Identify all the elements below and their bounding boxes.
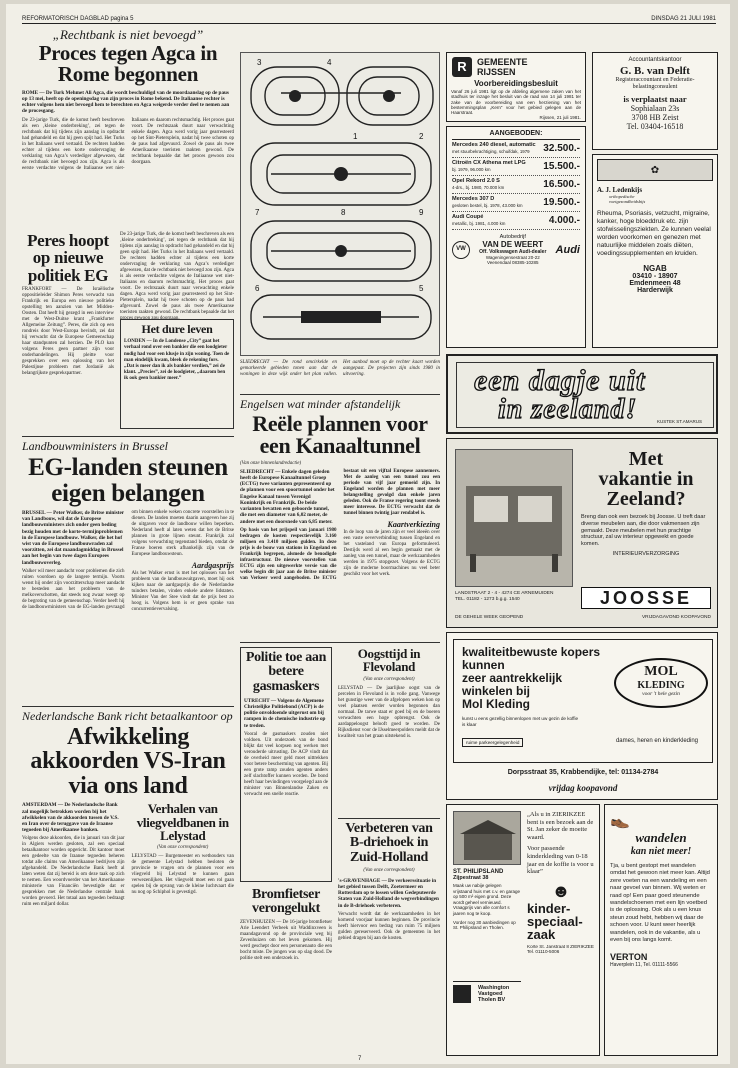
- page-header: [22, 12, 716, 24]
- joosse-tag: INTERIEURVERZORGING: [612, 550, 680, 557]
- delft-tel: Tel. 03404-16518: [626, 122, 684, 131]
- oogst-article: [338, 647, 440, 815]
- phil-quote-1: „Als u in ZIERIKZEE bent is een bezoek aan de St. Jan zeker de moeite waard.: [527, 811, 594, 841]
- peres-article: [22, 232, 114, 432]
- header-right: DINSDAG 21 JULI 1981: [651, 16, 716, 22]
- kanaal-body: Op basis van het prijspeil van januari 1980 bedragen de kosten respectievelijk 3.160 miljoen en 3.410 miljoen gulden. In deze prijs is de bouw van stations in Engeland en Frankrijk begrepen, alsmede de benodigde infrastructuur. De nieuwe voorstellen van ECTG zijn een uitgewerkte versie van die welke begin dit jaar aan de Britse minister van Verkeer werd aangeboden. De ECTG bestaat uit een vijftal Europese aannemers. Met de aanleg van een tunnel zou een periode van vijf jaar gemoeid zijn. In Engeland worden de plannen met meer belangstelling gevolgd dan enkele jaren geleden. Ook de Franse regering toont steeds meer interesse. De ECTG verwacht dat de tunnel binnen twintig jaar rendabel is.: [240, 468, 440, 581]
- driehoek-lead: 's-GRAVENHAGE — De verkeerssituatie in het gebied tussen Delft, Zoetermeer en Rotterdam op te lossen willen Gedeputeerde Staten van Zuid-Holland de wegverbindingen in de B-driehoek verbeteren.: [338, 877, 439, 909]
- shop-line-1: kinder-: [527, 900, 571, 916]
- wandelen-text: Tja, u bent gestopt met wandelen omdat het gewoon niet meer kan. Altijd zere voeten na een wandeling en een naar gevoel van binnen. Wij weten er raad op! Een paar goed steunende wandelschoenen met een lijn voetbed is de oplossing. Ook als u een knus steun zoud hebt, hebben wij daar de schoen voor. U kunt weer heerlijk wandelen, ook in de vakantie, als u even bij ons langs komt.: [610, 863, 710, 944]
- ledenkijs-addr-1: Emdenmeen 48: [629, 280, 681, 287]
- map-num-3: 1: [353, 132, 358, 141]
- kanaal-subhead: Kaartverkiezing: [387, 519, 440, 529]
- map-num-2: 4: [327, 58, 332, 67]
- gemeente-sign: Rijssen, 21 juli 1981.: [539, 115, 581, 121]
- agca-body: De 23-jarige Turk, die de komst heeft beschreven als een ‚kleine onderbreking’, zei tegen de rechtbank dat hij tijdens zijn aanslag in opdracht had gehandeld en dat hij geen spijt had. Het Turks in het Italiaans werd vertaald. De rechters hadden echter al tijdens een korte ondervraging de verklaring van Agca’s verdediger afgewezen, dat de rechtbank niet bevoegd zou zijn. Agca is als eerste verdachte volgens de Italiaanse wet niet-Italiaans en daarom rechtsmachtig. Het proces gaat voort. De rechtszaak duurt naar verwachting enkele dagen. Agca werd vorig jaar gearresteerd op het Sint-Pietersplein, nadat hij twee schoten op de paus had afgevuurd. Zowel de paus als twee Amerikaanse toeristen raakten gewond. De rechtbank bepaalde dat het proces gewoon zou doorgaan.: [22, 117, 234, 171]
- politie-headline: Politie toe aan betere gasmaskers: [245, 650, 327, 694]
- ledenkijs-ad: [592, 154, 718, 348]
- vs-kicker: Nederlandsche Bank richt betaalkantoor op: [22, 709, 233, 723]
- eg-lead: BRUSSEL — Peter Walker, de Britse minister van Landbouw, wil dat de Europese landbouwministers zich onder geen beding bezig houden met de korte-termijnproblemen in de Europese landbouw. Walker, die het hof wist van de Europese landbouwraden zal voorzitten, zei dat maandagmiddag in Brussel aan het begin van twee dagen Europees landbouwoverleg.: [22, 510, 124, 566]
- shop-line-3: zaak: [527, 926, 556, 942]
- shoe-icon: 👞: [610, 812, 630, 829]
- ledenkijs-addr-2: Harderwijk: [637, 287, 673, 294]
- joosse-text: Breng dan ook een bezoek bij Joosse. U treft daar diverse meubelen aan, die door vakmensen zijn gemaakt. Deze meubelen met hun prachtige structuur, zal uw interieur opgewekt en goede komen.: [581, 514, 706, 548]
- mol-line-2: kunnen: [462, 658, 505, 672]
- kanaal-map: [240, 52, 440, 356]
- mol-kleding-ad: [446, 632, 718, 800]
- map-num-1: 3: [257, 58, 262, 67]
- dealer-line-1: Autobedrijf: [499, 234, 526, 240]
- ledenkijs-banner-icon: ✿: [650, 164, 660, 176]
- joosse-title-2: vakantie in: [598, 468, 694, 490]
- eg-headline: EG-landen steunen eigen belangen: [28, 454, 228, 507]
- car-row: [452, 158, 580, 176]
- makelaar-2: Vastgoed: [478, 991, 503, 997]
- ledenkijs-text: Rheuma, Psoriasis, vetzucht, migraine, kanker, hoge bloeddruk etc. zijn stofwisselingsziekten. Ze kunnen veelal worden voorkomen en genezen met natuurlijke middelen zoals diëten, voedingssupplementen en kruiden.: [597, 210, 711, 257]
- car-name: Mercedes 307 D: [452, 196, 495, 202]
- vs-sub-byline: (Van onze correspondent): [157, 845, 209, 851]
- car-row: [452, 140, 580, 158]
- duren-title: Het dure leven: [141, 322, 213, 336]
- car-price: 16.500.-: [543, 179, 580, 190]
- mol-brand-3: voor 't hele gezin: [642, 691, 680, 697]
- mol-line-1: kwaliteitbewuste kopers: [462, 645, 601, 659]
- delft-sub: Registeraccountant en Federatie-belastingconsulent: [615, 77, 695, 90]
- peres-headline: Peres hoopt op nieuwe politiek EG: [27, 231, 109, 285]
- furniture-picture: [455, 449, 573, 587]
- dealer-line-4: Wageningensestraat 20-22: [485, 255, 540, 260]
- zeeland-text-2: in zeeland!: [498, 394, 638, 425]
- driehoek-article: [338, 822, 440, 1056]
- car-detail: metallic, bj. 1981, 4.000 km: [452, 220, 506, 226]
- oogst-body: LELYSTAD — De jaarlijkse oogst van de percelen in Flevoland is in volle gang. Vanwege het gunstige weer van de afgelopen weken kon op veel plaatsen eerder worden begonnen dan normaal. De tarwe staat er goed bij en de boeren verwachten een hoge opbrengst. Ook de aardappeloogst belooft goed te worden. De Rijksdienst voor de IJsselmeerpolders meldt dat de kwaliteit van het graan uitstekend is.: [338, 685, 440, 739]
- bromfiets-body: ZEVENHUIZEN — De 16-jarige bromfietser Arie Leendert Verbeek uit Waddinxveen is maandagavond op de provinciale weg bij Zevenhuizen om het leven gekomen. Hij werd geschept door een personenauto die een bocht miste. De jongen was op slag dood. De politie stelt een onderzoek in.: [240, 919, 332, 961]
- vs-lead: AMSTERDAM — De Nederlandsche Bank zal mogelijk betrokken worden bij het afwikkelen van de akkoorden tussen de V.S. en Iran over de teruggave van de Iraanse tegoeden bij Amerikaanse banken.: [22, 802, 119, 834]
- mol-tag: dames, heren en kinderkleding: [615, 738, 699, 744]
- makelaar-logo-icon: [453, 985, 471, 1003]
- kinder-icon: ☻: [551, 880, 571, 901]
- verton-shop: VERTON: [610, 952, 648, 963]
- philipsland-ad: [446, 804, 600, 1056]
- accountant-ad: [592, 52, 718, 150]
- driehoek-headline: Verbeteren van B-driehoek in Zuid-Holland: [345, 821, 433, 865]
- car-name: Citroën CX Athena met LPG: [452, 160, 526, 166]
- wandelen-title-1: wandelen: [635, 830, 687, 845]
- duren-body: LONDEN — In de Londense „City” gaat het verhaal rond over een bankier die een loodgieter nodig had voor een klusje in zijn woning. Toen de man eindelijk kwam, bleek de rekening fors. „Dat is meer dan ik als bankier verdien,” zei de klant. „Precies”, zei de loodgieter, „daarom ben ik ook geen bankier meer.”: [124, 339, 230, 382]
- agca-article: [22, 28, 234, 228]
- ledenkijs-sub-1: orthopedische: [609, 194, 635, 199]
- delft-moved: is verplaatst naar: [623, 94, 687, 104]
- mol-line-4: winkelen bij: [462, 684, 531, 698]
- eg-subhead: Aardgasprijs: [191, 561, 234, 570]
- driehoek-body: Verwacht wordt dat de werkzaamheden in het komend voorjaar kunnen beginnen. De provincie heeft hiervoor een bedrag van ruim 75 miljoen gulden gereserveerd. Ook de gemeenten in het gebied dragen bij aan de kosten.: [338, 911, 440, 941]
- audi-logo: Audi: [555, 243, 580, 256]
- car-row: [452, 176, 580, 194]
- bromfiets-headline: Bromfietser verongelukt: [252, 887, 320, 917]
- mol-brand-2: KLEDING: [637, 680, 685, 691]
- joosse-brand: JOOSSE: [581, 587, 711, 609]
- mol-koop: vrijdag koopavond: [548, 783, 618, 793]
- politie-article: [240, 647, 332, 882]
- zeeland-banner-ad: [446, 354, 718, 434]
- joosse-open: DE GEHELE WEEK GEOPEND: [455, 615, 524, 620]
- gemeente-text: Vanaf 26 juli 1981 ligt op de afdeling algemene zaken van het stadhuis ter inzage het besluit van de raad van 14 juli 1981 ter zake van de voorbereiding van een herziening van het bestemmingsplan „Kern” voor het gebied gelegen aan de Haarstraat.: [451, 89, 581, 116]
- page-number: 7: [358, 1056, 362, 1062]
- vs-body: Volgens deze akkoorden, die in januari van dit jaar in Algiers werden gesloten, zal een speciaal betaalkantoor worden opgericht. Dit kantoor moet een gedeelte van de Iraanse tegoeden beheren totdat alle claims van Amerikaanse bedrijven zijn afgehandeld. De Nederlandsche Bank heeft al laten weten dat zij bereid is om deze taak op zich te nemen. Een woordvoerder van het Amerikaanse ministerie van Financiën bevestigde dat er gesprekken met de Nederlandse centrale bank worden gevoerd. Het totaal aan tegoeden bedraagt ruim een miljard dollar.: [22, 836, 125, 908]
- map-num-8: 6: [255, 284, 260, 293]
- ledenkijs-tel: 03410 - 18907: [632, 273, 678, 280]
- vs-headline: Afwikkeling akkoorden VS-Iran via ons land: [30, 724, 226, 799]
- joosse-koop: VRIJDAGAVOND KOOPAVOND: [641, 615, 711, 620]
- car-row: [452, 212, 580, 230]
- map-caption: [240, 360, 440, 390]
- house-picture: [453, 811, 521, 865]
- joosse-tel: TEL. 01182 - 1273 b.g.g. 1540: [455, 597, 520, 602]
- mol-parking: ruime parkeergelegenheid: [462, 738, 523, 747]
- mol-brand-1: MOL: [644, 664, 678, 679]
- agca-lead: ROME — De Turk Mehmet Ali Agca, die wordt beschuldigd van de moordaanslag op de paus op 13 mei, heeft op de openingsdag van zijn proces in Rome bekend. De Italiaanse rechter is echter volgens hem niet bevoegd hem te berechten en Agca weigerde verder deel te nemen aan de procesgang.: [22, 89, 230, 115]
- agca-body-continued: De 23-jarige Turk, die de komst heeft beschreven als een ‚kleine onderbreking’, zei tegen de rechtbank dat hij tijdens zijn aanslag in opdracht had gehandeld en dat hij geen spijt had. Het Turks in het Italiaans werd vertaald. De rechters hadden echter al tijdens een korte ondervraging de verklaring van Agca’s verdediger afgewezen, dat de rechtbank niet bevoegd zou zijn. Agca is als eerste verdachte volgens de Italiaanse wet niet-Italiaans en daarom rechtsmachtig. Het proces gaat voort. De rechtszaak duurt naar verwachting enkele dagen. Agca werd vorig jaar gearresteerd op het Sint-Pietersplein, nadat hij twee schoten op de paus had afgevuurd. Zowel de paus als twee Amerikaanse toeristen raakten gewond. De rechtbank bepaalde dat het: [120, 232, 234, 315]
- car-price: 4.000.-: [548, 215, 580, 226]
- ledenkijs-logo: A. J. Ledenkijs: [597, 186, 643, 194]
- gemeente-title: Voorbereidingsbesluit: [474, 79, 558, 88]
- car-list: [452, 140, 580, 230]
- mol-small: kunst u eens gezellig binnenlopen met uw gezin de koffie is klaar: [462, 716, 579, 727]
- car-detail: 4-drs., bj. 1980, 70.000 km: [452, 184, 505, 190]
- car-price: 32.500.-: [543, 143, 580, 154]
- vs-iran-article: [22, 710, 234, 1056]
- car-name: Mercedes 240 diesel, automatic: [452, 142, 536, 148]
- phil-quote-2: Voor passende kinderkleding van 0-18 jaar en de koffie is voor u klaar”: [527, 845, 594, 876]
- kanaal-lead: SLIEDRECHT — Enkele dagen geleden heeft de Europese Kanaaltunnel Groep (ECTG) twee varianten gepresenteerd op de plannen voor een spoortunnel onder het Engelse Kanaal tussen Verenigd Koninkrijk en Frankrijk. De beide varianten bevatten een geboorde tunnel, die met een diameter van 6,02 meter, de andere met een doorsnede van 6,85 meter.: [240, 468, 335, 525]
- car-row: [452, 194, 580, 212]
- agca-kicker: „Rechtbank is niet bevoegd”: [52, 27, 204, 42]
- eg-article: [22, 440, 234, 702]
- zeeland-tag: KUSTEK ST.AMARUS: [656, 419, 702, 424]
- ledenkijs-sub-2: voetgezondheidsbijs: [609, 199, 646, 204]
- phil-price: Vorder nog 30 aanbiedingen op St. Philipsland en Tholen.: [453, 919, 516, 931]
- kanaal-byline: (Van onze binnenlandredactie): [240, 460, 302, 466]
- map-num-7: 9: [419, 208, 424, 217]
- wandelen-title-2: kan niet meer!: [630, 846, 692, 857]
- mol-logo: [614, 658, 708, 708]
- zeeland-text-1: een dagje uit: [474, 364, 646, 397]
- gemeente-name-2: RIJSSEN: [477, 67, 516, 77]
- oogst-headline: Oogsttijd in Flevoland: [357, 646, 421, 675]
- eg-body2: Als het Walker ernst is met het oplossen van het probleem van de landbouwuitgaven, moet hij ook kijken naar de aardgasprijs die de Nederlandse tuinders betalen, vinden enkele andere lidstaten. Minister Van der Stee vindt dat de prijs best zo hoog is. Volgens hem is er geen sprake van concurrentievervalsing.: [131, 571, 234, 612]
- mol-line-3: zeer aantrekkelijk: [462, 671, 563, 685]
- vw-logo-icon: VW: [452, 241, 470, 259]
- newspaper-page: [6, 4, 730, 1064]
- agca-continued: [120, 232, 234, 316]
- oogst-byline: (Van onze correspondent): [363, 676, 415, 682]
- dealer-line-2: VAN DE WEERT: [482, 240, 544, 249]
- delft-addr-2: 3708 HB Zeist: [631, 113, 679, 122]
- bromfiets-article: [240, 888, 332, 1056]
- shop-addr: Korte St. Janstraat 8 ZIERIKZEE Tel. 01110-5006: [527, 943, 594, 955]
- car-price: 19.500.-: [543, 197, 580, 208]
- joosse-title-1: Met: [628, 448, 664, 470]
- mol-line-5: Mol Kleding: [462, 697, 530, 711]
- phil-text: Maak uw nabije gelegen vrijstaand huis met c.v. en garage op 500 m² eigen grond. Deze wordt geheel vernieuwd. Vraagprijs van alle comfort s jaaren nog te koop.: [453, 883, 520, 916]
- joosse-addr: LANDSTRAAT 2 - 4 - 4274 CE ARNEMUIDEN: [455, 591, 554, 596]
- peres-body: FRANKFORT — De Israëlische oppositieleider Shimon Peres verwacht van Frankrijk en Europa een nieuwe politieke opstelling ten aanzien van het Midden-Oosten. Dat heeft hij gezegd in een interview met de West-Duitse krant „Frankfurter Allgemeine Zeitung”. Peres, die zich op een rondreis door West-Europa bevindt, zei dat hij verwacht dat de Europese Gemeenschap haar standpunten zal herzien. De PLO kan volgens Peres geen partner zijn voor onderhandelingen. Hij pleitte voor gesprekken over een oplossing van het Palestijnse probleem met Jordanië als belangrijkste gesprekspartner.: [22, 286, 114, 376]
- kanaal-headline: Reële plannen voor een Kanaaltunnel: [252, 411, 428, 459]
- duren-box: [120, 319, 234, 429]
- eg-kicker: Landbouwministers in Brussel: [22, 439, 169, 453]
- car-name: Opel Rekord 2.0 S: [452, 178, 500, 184]
- map-num-6: 8: [341, 208, 346, 217]
- tunnel-diagram: [241, 53, 441, 357]
- header-left: REFORMATORISCH DAGBLAD pagina 5: [22, 16, 134, 22]
- kanaal-article: [240, 398, 440, 638]
- car-detail: gesloten bestel, bj. 1978, 43.000 km: [452, 202, 523, 208]
- vs-subhead: Verhalen van vliegveldbanen in Lelystad: [136, 801, 229, 843]
- joosse-ad: [446, 438, 718, 628]
- verton-ad: [604, 804, 718, 1056]
- kanaal-body2: In de loop van de jaren zijn er veel ideeën over een vaste oeververbinding tussen Engeland en het vasteland van Europa geformuleerd. Destijds werd al een begin gemaakt met de aanleg van een tunnel, maar de werkzaamheden werden in 1975 stopgezet. Volgens de ECTG zijn de moderne boormachines nu veel beter geschikt voor het werk.: [343, 529, 440, 577]
- delft-name: G. B. van Delft: [620, 65, 690, 77]
- delft-addr-1: Sophialaan 23s: [630, 104, 680, 113]
- phil-name: ST. PHILIPSLAND: [453, 869, 504, 875]
- gemeente-rijssen-ad: [446, 52, 586, 122]
- politie-body: Vooral de gasmaskers zouden niet voldoen. Uit onderzoek van de bond blijkt dat veel korpsen nog werken met verouderde uitrusting. De ACP vindt dat de overheid meer geld moet uittrekken voor betere bescherming van agenten. Bij een grote ramp zouden agenten anders zelf slachtoffer kunnen worden. De bond heeft haar bevindingen voorgelegd aan de minister van Binnenlandse Zaken en verwacht een snelle reactie.: [244, 731, 328, 797]
- car-name: Audi Coupé: [452, 214, 484, 220]
- map-num-4: 2: [419, 132, 424, 141]
- mol-addr: Dorpsstraat 35, Krabbendijke, tel: 01134-2784: [507, 769, 659, 776]
- map-caption-text: SLIEDRECHT — De rond omcirkelde en gemarkeerde gebieden tonen aan dat de woningen in deze wijk onder het plan vallen. Het aanbod moet op de rechter kaart worden aangepast. De projecten zijn sinds 1980 in uitvoering.: [240, 360, 440, 377]
- makelaar-1: Washington: [478, 985, 510, 991]
- rijssen-logo-icon: R: [452, 57, 472, 77]
- gemeente-name-1: GEMEENTE: [477, 57, 528, 67]
- car-price: 15.500.-: [543, 161, 580, 172]
- verton-addr: Haverplein 11, Tel. 01111-5566: [610, 962, 678, 969]
- map-num-5: 7: [255, 208, 260, 217]
- audi-header: AANGEBODEN:: [452, 130, 580, 140]
- makelaar-3: Tholen BV: [478, 997, 506, 1003]
- joosse-title-3: Zeeland?: [606, 488, 686, 510]
- ledenkijs-brand: NGAB: [643, 264, 667, 273]
- audi-dealer-ad: [446, 126, 586, 348]
- phil-addr: Zijpestraat 38: [453, 875, 489, 881]
- delft-title: Accountantskantoor: [628, 57, 682, 63]
- dealer-line-3: Off. Volkswagen Audi-dealer: [479, 249, 547, 255]
- driehoek-byline: (Van onze correspondent): [363, 867, 415, 873]
- kanaal-kicker: Engelsen wat minder afstandelijk: [240, 397, 401, 411]
- dealer-line-5: Veenendaal 08385-10285: [486, 260, 539, 265]
- car-detail: bj. 1979, 96.000 km: [452, 166, 491, 172]
- agca-headline: Proces tegen Agca in Rome begonnen: [38, 41, 218, 87]
- map-num-9: 5: [419, 284, 424, 293]
- shop-line-2: speciaal-: [527, 913, 583, 929]
- vs-body2: LELYSTAD — Burgemeester en wethouders van de gemeente Lelystad hebben besloten de provincie te vragen om de plannen voor een vliegveld bij Lelystad te kunnen gaan verwezenlijken. Het vliegveld moet een rol gaan spelen bij de opvang van de kleine luchtvaart die nu nog op Schiphol is gevestigd.: [131, 854, 234, 896]
- politie-lead: UTRECHT — Volgens de Algemene Christelijke Politiebond (ACP) is de politie onvoldoende uitgerust om bij rampen in de chemische industrie op te treden.: [244, 697, 326, 729]
- eg-body: Walker wil meer aandacht voor problemen die zich ruiten voordoen op de langere termijn. Voorts wenst hij onder zijn voorzitterschap meer aandacht te besteden aan het probleem van de melkoverschotten, dat steeds nog zwaar weegt op de begroting van de gemeenschap. Verder heeft hij de landbouwministers van de EG-landen gevraagd om binnen enkele weken concrete voorstellen in te dienen. De landen moeten daarin aangeven hoe zij de uitgaven voor de landbouw willen beperken. Nederland heeft al laten weten dat het de Britse plannen in grote lijnen steunt. Frankrijk zal volgens verwachting tegenstand bieden, omdat de Franse boeren sterk afhankelijk zijn van de Europese landbouwsteun.: [22, 510, 234, 610]
- car-detail: met stuurbekrachtiging, schuifdak, 1979: [452, 148, 530, 154]
